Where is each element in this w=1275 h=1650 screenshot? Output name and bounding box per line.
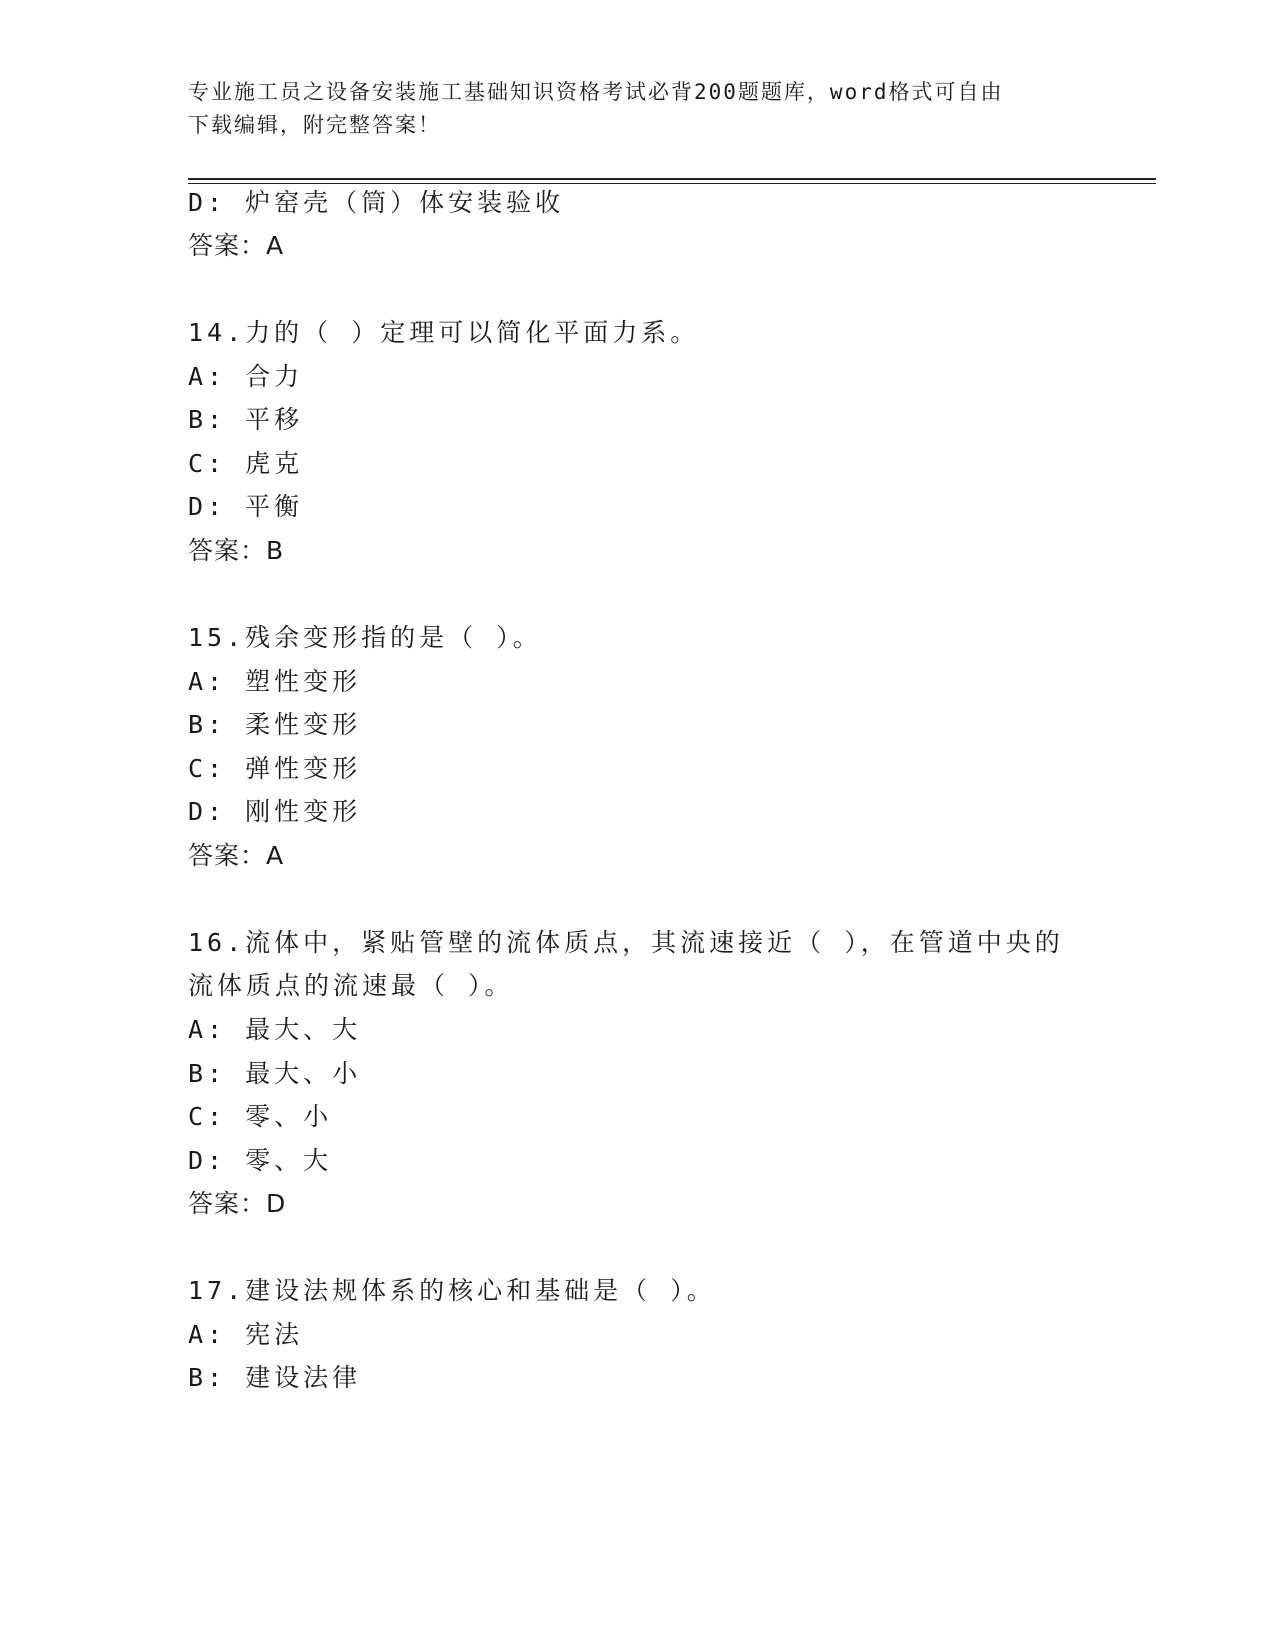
header-line-1: 专业施工员之设备安装施工基础知识资格考试必背200题题库，word格式可自由 bbox=[188, 80, 1004, 104]
question-14-answer: 答案：B bbox=[188, 536, 285, 565]
question-16-option-d: D: 零、大 bbox=[188, 1146, 333, 1175]
question-15-stem: 15.残余变形指的是（ ）。 bbox=[188, 623, 542, 652]
question-15-option-a: A: 塑性变形 bbox=[188, 667, 362, 696]
answer-line: 答案：A bbox=[188, 231, 285, 260]
question-14-option-b: B: 平移 bbox=[188, 405, 304, 434]
question-16-answer: 答案：D bbox=[188, 1189, 287, 1218]
header-divider bbox=[188, 178, 1156, 180]
question-17-stem: 17.建设法规体系的核心和基础是（ ）。 bbox=[188, 1276, 716, 1305]
question-15-option-b: B: 柔性变形 bbox=[188, 710, 362, 739]
question-17-option-b: B: 建设法律 bbox=[188, 1363, 362, 1392]
header-divider-thin bbox=[188, 183, 1156, 184]
header-line-2: 下载编辑，附完整答案！ bbox=[188, 113, 441, 137]
document-header bbox=[188, 76, 1088, 142]
question-14-option-a: A: 合力 bbox=[188, 362, 304, 391]
question-16-stem-line-1: 16.流体中，紧贴管壁的流体质点，其流速接近（ ），在管道中央的 bbox=[188, 928, 1064, 957]
question-15-answer: 答案：A bbox=[188, 841, 285, 870]
question-16-option-a: A: 最大、大 bbox=[188, 1015, 362, 1044]
option-d: D: 炉窑壳（筒）体安装验收 bbox=[188, 188, 565, 217]
question-14-option-d: D: 平衡 bbox=[188, 492, 304, 521]
question-16-option-b: B: 最大、小 bbox=[188, 1059, 362, 1088]
question-15-option-c: C: 弹性变形 bbox=[188, 754, 362, 783]
question-17-option-a: A: 宪法 bbox=[188, 1320, 304, 1349]
question-14-stem: 14.力的（ ）定理可以简化平面力系。 bbox=[188, 318, 700, 347]
question-15-option-d: D: 刚性变形 bbox=[188, 797, 362, 826]
question-16-stem-line-2: 流体质点的流速最（ ）。 bbox=[188, 971, 514, 1000]
question-14-option-c: C: 虎克 bbox=[188, 449, 304, 478]
question-16-option-c: C: 零、小 bbox=[188, 1102, 333, 1131]
